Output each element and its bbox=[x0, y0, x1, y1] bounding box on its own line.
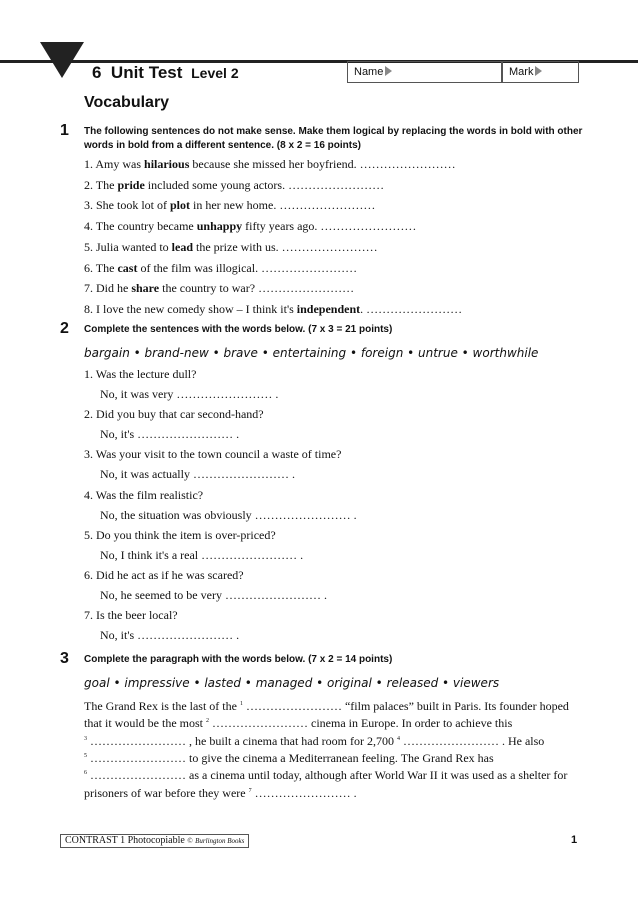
paragraph-line bbox=[84, 751, 494, 766]
gap-number: 3 bbox=[84, 735, 87, 742]
page-number: 1 bbox=[571, 834, 578, 846]
item-text: The country became bbox=[95, 219, 197, 234]
paragraph-text: …………………… . bbox=[251, 785, 357, 800]
question-instruction: The following sentences do not make sense. Make them logical by replacing the words in bold with other words in bold from a different sentence. (8 x 2 = 16 points) bbox=[84, 126, 583, 151]
question-text: Was your visit to the town council a waste of time? bbox=[95, 447, 342, 462]
answer-line bbox=[100, 508, 357, 523]
item-number: 3. bbox=[84, 447, 93, 462]
item-number: 1. bbox=[84, 367, 93, 381]
word-list: bargain • brand-new • brave • entertaining • foreign • untrue • worthwhile bbox=[84, 346, 539, 360]
question-text: Do you think the item is over-priced? bbox=[96, 527, 276, 542]
list-item bbox=[84, 302, 462, 317]
item-text: The bbox=[95, 260, 118, 275]
item-number: 7. bbox=[84, 608, 93, 623]
question-item bbox=[84, 488, 203, 503]
gap-number: 4 bbox=[396, 735, 400, 742]
question-instruction: Complete the paragraph with the words below. (7 x 2 = 14 points) bbox=[84, 654, 393, 665]
question-item bbox=[84, 528, 276, 543]
question-text: Was the lecture dull? bbox=[95, 367, 197, 381]
answer-line bbox=[100, 588, 327, 603]
list-item bbox=[84, 178, 384, 193]
item-number: 2. bbox=[84, 177, 93, 192]
paragraph-line bbox=[84, 716, 512, 731]
question-text: Was the film realistic? bbox=[95, 487, 204, 502]
question-item bbox=[84, 367, 196, 382]
item-text: I love the new comedy show – I think it's bbox=[96, 301, 297, 316]
answer-text: No, it was actually …………………… . bbox=[100, 467, 295, 482]
item-text: in her new home. …………………… bbox=[190, 198, 376, 213]
item-number: 5. bbox=[84, 239, 93, 254]
arrow-right-icon bbox=[535, 66, 542, 76]
item-number: 6. bbox=[84, 260, 93, 275]
mark-label: Mark bbox=[509, 66, 534, 78]
unit-number: 6 bbox=[92, 63, 102, 82]
bold-word: cast bbox=[117, 260, 138, 275]
item-text: Amy was bbox=[95, 157, 145, 171]
section-title: Vocabulary bbox=[84, 94, 170, 111]
gap-number: 1 bbox=[239, 701, 243, 707]
publisher-name: Burlington Books bbox=[195, 837, 245, 845]
question-item bbox=[84, 608, 178, 623]
paragraph-text: …………………… to give the cinema a Mediterranean feeling. The Grand Rex has bbox=[87, 750, 494, 765]
list-item bbox=[84, 219, 416, 234]
answer-text: No, I think it's a real …………………… . bbox=[100, 547, 304, 562]
question-number: 2 bbox=[60, 320, 69, 337]
paragraph-text: …………………… , he built a cinema that had room for 2,700 bbox=[87, 733, 397, 748]
item-number: 5. bbox=[84, 527, 93, 542]
question-text: Did you buy that car second-hand? bbox=[96, 407, 264, 422]
page-title bbox=[92, 63, 239, 83]
item-text: the country to war? …………………… bbox=[159, 281, 355, 296]
item-number: 2. bbox=[84, 407, 93, 422]
name-field[interactable] bbox=[347, 61, 502, 83]
item-text: She took lot of bbox=[96, 198, 170, 213]
paragraph-text: …………………… . He also bbox=[399, 733, 545, 748]
bold-word: hilarious bbox=[144, 157, 190, 171]
gap-number: 5 bbox=[84, 752, 87, 759]
photocopiable-label: Photocopiable bbox=[127, 835, 185, 846]
unit-test-label: Unit Test bbox=[110, 63, 183, 82]
header-triangle-icon bbox=[40, 42, 84, 78]
item-text: . …………………… bbox=[360, 301, 463, 316]
question-item bbox=[84, 447, 341, 462]
paragraph-line bbox=[84, 768, 567, 783]
paragraph-line bbox=[84, 786, 357, 801]
list-item bbox=[84, 157, 456, 172]
footer-credit bbox=[60, 834, 249, 848]
bold-word: pride bbox=[117, 177, 145, 192]
paragraph-text: …………………… cinema in Europe. In order to achieve this bbox=[209, 716, 513, 731]
answer-text: No, it's …………………… . bbox=[100, 628, 240, 643]
item-number: 7. bbox=[84, 281, 93, 296]
arrow-right-icon bbox=[385, 66, 392, 76]
question-instruction: Complete the sentences with the words below. (7 x 3 = 21 points) bbox=[84, 324, 393, 335]
item-number: 8. bbox=[84, 301, 93, 316]
paragraph-text: …………………… as a cinema until today, although after World War II it was used as a shelter for bbox=[87, 768, 568, 783]
paragraph-text: prisoners of war before they were bbox=[84, 785, 249, 800]
list-item bbox=[84, 261, 357, 276]
item-text: Julia wanted to bbox=[96, 239, 172, 254]
question-text: Is the beer local? bbox=[96, 608, 178, 623]
question-number: 3 bbox=[60, 650, 69, 667]
question-text: Did he act as if he was scared? bbox=[96, 568, 244, 582]
mark-field[interactable] bbox=[502, 61, 579, 83]
paragraph-text: The Grand Rex is the last of the bbox=[84, 699, 240, 713]
answer-line bbox=[100, 387, 278, 402]
list-item bbox=[84, 240, 378, 255]
paragraph-text: that it would be the most bbox=[84, 716, 206, 731]
list-item bbox=[84, 198, 375, 213]
item-number: 6. bbox=[84, 568, 93, 582]
brand-name: CONTRAST bbox=[65, 835, 118, 846]
paragraph-line bbox=[84, 734, 544, 749]
gap-number: 7 bbox=[248, 787, 252, 794]
item-number: 1. bbox=[84, 157, 93, 171]
item-text: fifty years ago. …………………… bbox=[242, 219, 417, 234]
answer-text: No, it was very …………………… . bbox=[100, 387, 279, 401]
item-number: 4. bbox=[84, 219, 93, 234]
item-text: The bbox=[95, 177, 118, 192]
answer-line bbox=[100, 548, 303, 563]
item-text: the prize with us. …………………… bbox=[193, 239, 378, 254]
item-text: included some young actors. …………………… bbox=[144, 177, 385, 192]
bold-word: lead bbox=[171, 239, 193, 254]
item-text: Did he bbox=[96, 281, 132, 296]
answer-text: No, the situation was obviously …………………… . bbox=[100, 507, 357, 522]
answer-text: No, it's …………………… . bbox=[100, 427, 240, 442]
gap-number: 2 bbox=[206, 718, 209, 725]
item-number: 4. bbox=[84, 487, 93, 502]
bold-word: independent bbox=[296, 301, 361, 316]
answer-text: No, he seemed to be very …………………… . bbox=[100, 588, 327, 602]
item-number: 3. bbox=[84, 198, 93, 213]
answer-line bbox=[100, 467, 295, 482]
answer-line bbox=[100, 427, 239, 442]
level-label: Level 2 bbox=[191, 65, 239, 81]
paragraph-line bbox=[84, 699, 569, 714]
paragraph-text: …………………… “film palaces” built in Paris. Its founder hoped bbox=[242, 699, 569, 713]
bold-word: plot bbox=[170, 198, 191, 213]
bold-word: share bbox=[131, 281, 160, 296]
list-item bbox=[84, 281, 354, 296]
gap-number: 6 bbox=[84, 770, 87, 777]
word-list: goal • impressive • lasted • managed • original • released • viewers bbox=[84, 676, 500, 690]
answer-line bbox=[100, 628, 239, 643]
bold-word: unhappy bbox=[196, 219, 243, 234]
question-item bbox=[84, 568, 244, 583]
question-number: 1 bbox=[60, 122, 69, 139]
item-text: because she missed her boyfriend. …………………… bbox=[189, 157, 456, 171]
copyright-icon: © bbox=[187, 837, 193, 845]
name-label: Name bbox=[354, 66, 384, 78]
item-text: of the film was illogical. …………………… bbox=[137, 260, 358, 275]
question-item bbox=[84, 407, 264, 422]
brand-level: 1 bbox=[120, 835, 126, 846]
